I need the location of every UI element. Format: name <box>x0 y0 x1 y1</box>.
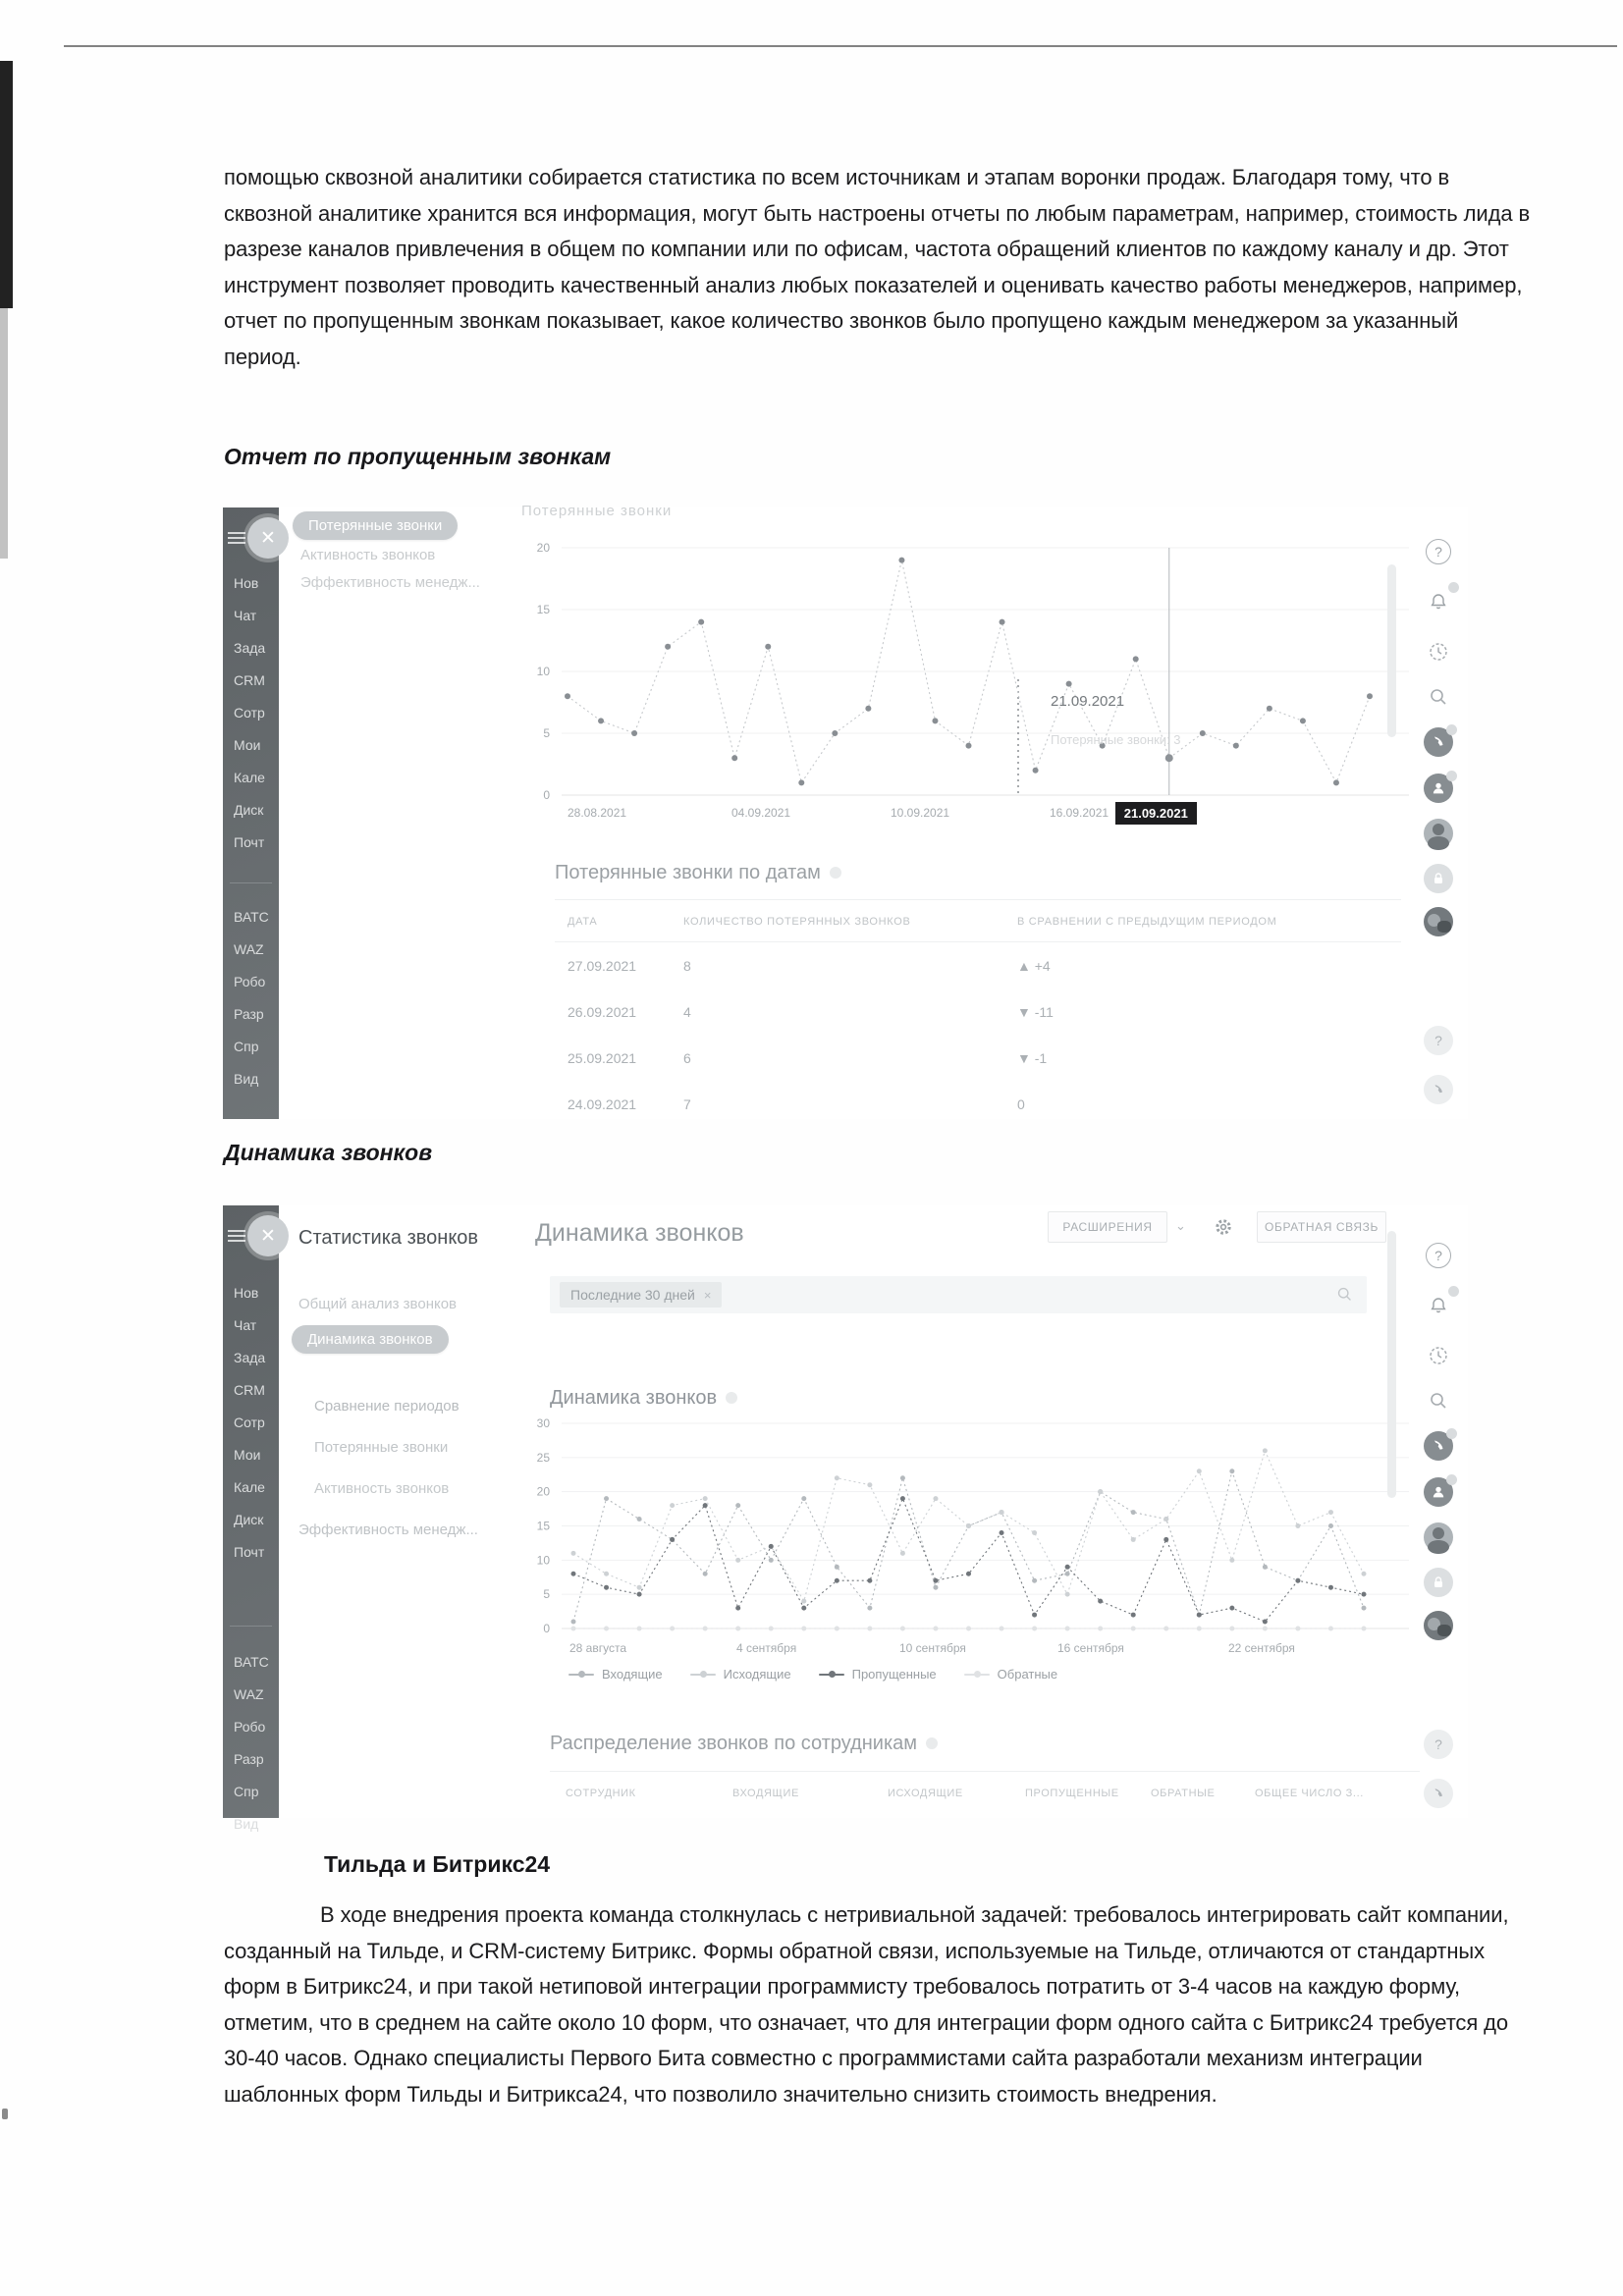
sidebar-item[interactable]: WAZ <box>234 1686 264 1702</box>
app-sidebar <box>223 1205 279 1832</box>
svg-text:10: 10 <box>536 1553 550 1568</box>
col-total: ОБЩЕЕ ЧИСЛО З... <box>1255 1788 1364 1799</box>
x-axis-selected-date-badge: 21.09.2021 <box>1115 802 1197 825</box>
calls-by-employee-table <box>550 1733 1420 1799</box>
chart-legend <box>568 1667 1057 1682</box>
user-avatar-2[interactable] <box>1422 905 1455 938</box>
sidebar-item[interactable]: Чат <box>234 608 257 623</box>
sidebar-menu-top <box>234 1286 265 1559</box>
sidebar-item[interactable]: Кале <box>234 770 265 785</box>
scrollbar[interactable] <box>1387 1231 1396 1498</box>
counter-badge <box>1446 1428 1457 1439</box>
sidebar-menu-bottom <box>234 1655 269 1831</box>
table-row <box>555 988 1401 1035</box>
telephony-icon[interactable] <box>1422 1429 1455 1463</box>
cell-date: 27.09.2021 <box>568 957 637 974</box>
legend-marker <box>568 1674 594 1676</box>
legend-label: Обратные <box>997 1667 1058 1682</box>
nav-item-period-comparison[interactable]: Сравнение периодов <box>314 1398 460 1415</box>
panel-title: Статистика звонков <box>298 1227 479 1249</box>
right-icon-rail <box>1414 535 1465 1109</box>
missed-calls-chart <box>520 530 1414 829</box>
sidebar-menu-bottom <box>234 910 269 1086</box>
nav-item-call-dynamics-active[interactable]: Динамика звонков <box>292 1325 449 1354</box>
user-avatar[interactable] <box>1422 1521 1455 1554</box>
sidebar-item[interactable]: Диск <box>234 802 264 818</box>
scan-edge-artifact-gray <box>0 308 8 559</box>
user-avatar[interactable] <box>1422 817 1455 850</box>
missed-calls-by-date-table <box>555 862 1401 1127</box>
sidebar-close-button[interactable]: ✕ <box>247 1215 289 1256</box>
table-header <box>555 900 1401 941</box>
chart-section-title: Динамика звонков <box>550 1387 737 1410</box>
sidebar-item[interactable]: ВАТС <box>234 909 269 925</box>
telephony-icon[interactable] <box>1422 725 1455 759</box>
sidebar-item[interactable]: Мои <box>234 737 261 753</box>
sidebar-item[interactable]: Нов <box>234 1285 259 1301</box>
nav-item-general-analysis[interactable]: Общий анализ звонков <box>298 1296 458 1312</box>
svg-text:30: 30 <box>536 1416 550 1430</box>
sidebar-item[interactable]: Спр <box>234 1784 259 1799</box>
table-body <box>555 942 1401 1127</box>
svg-text:25: 25 <box>536 1450 550 1465</box>
chart-tooltip-value: Потерянные звонки: 3 <box>1051 732 1181 747</box>
clock-icon[interactable] <box>1422 635 1455 668</box>
cell-count: 7 <box>683 1095 691 1112</box>
svg-text:04.09.2021: 04.09.2021 <box>731 806 791 820</box>
hint-icon <box>726 1392 737 1404</box>
col-employee: СОТРУДНИК <box>566 1788 636 1799</box>
call-dynamics-chart <box>520 1411 1414 1679</box>
svg-text:10.09.2021: 10.09.2021 <box>891 806 950 820</box>
screenshot-missed-calls-report <box>223 503 1468 1119</box>
legend-item[interactable] <box>819 1667 937 1682</box>
report-nav-panel <box>279 507 513 1119</box>
cell-delta: ▼ -11 <box>1017 1003 1054 1020</box>
nav-item-call-activity[interactable]: Активность звонков <box>314 1480 450 1497</box>
sidebar-divider <box>230 882 272 883</box>
cell-date: 26.09.2021 <box>568 1003 637 1020</box>
svg-text:15: 15 <box>536 603 550 616</box>
cell-count: 8 <box>683 957 691 974</box>
sidebar-item[interactable]: Зада <box>234 1350 266 1365</box>
sidebar-item[interactable]: Разр <box>234 1751 264 1767</box>
table-row <box>555 1081 1401 1127</box>
notification-badge <box>1448 1286 1459 1297</box>
sidebar-menu-top <box>234 576 265 849</box>
legend-label: Пропущенные <box>851 1667 937 1682</box>
sidebar-item[interactable]: Спр <box>234 1039 259 1054</box>
app-sidebar <box>223 507 279 1119</box>
col-date: ДАТА <box>568 916 598 928</box>
svg-text:28.08.2021: 28.08.2021 <box>568 806 627 820</box>
help-icon[interactable]: ? <box>1422 535 1455 568</box>
col-callback: ОБРАТНЫЕ <box>1151 1788 1216 1799</box>
phone-widget-icon[interactable] <box>1422 1073 1455 1106</box>
sidebar-item[interactable]: Сотр <box>234 1415 265 1430</box>
filter-chip-last-30-days[interactable] <box>560 1282 722 1308</box>
extensions-button[interactable]: РАСШИРЕНИЯ <box>1048 1211 1167 1243</box>
sidebar-item[interactable]: Нов <box>234 575 259 591</box>
cell-delta: ▼ -1 <box>1017 1049 1048 1066</box>
scan-edge-artifact-dark <box>0 61 13 308</box>
search-icon[interactable] <box>1422 1384 1455 1417</box>
hint-icon <box>926 1737 938 1749</box>
cell-date: 25.09.2021 <box>568 1049 637 1066</box>
scan-speck <box>2 2109 8 2119</box>
support-widget-icon[interactable]: ? <box>1422 1024 1455 1057</box>
svg-text:10 сентября: 10 сентября <box>899 1641 966 1655</box>
menu-burger-icon[interactable] <box>228 529 245 547</box>
sidebar-close-button[interactable]: ✕ <box>247 517 289 559</box>
svg-text:4 сентября: 4 сентября <box>736 1641 797 1655</box>
sidebar-item[interactable]: CRM <box>234 672 265 688</box>
chevron-down-icon[interactable]: ⌄ <box>1175 1218 1186 1233</box>
legend-marker <box>690 1674 716 1676</box>
sidebar-item[interactable]: Зада <box>234 640 266 656</box>
sidebar-item[interactable]: Чат <box>234 1317 257 1333</box>
right-icon-rail <box>1414 1239 1465 1813</box>
cell-count: 6 <box>683 1049 691 1066</box>
table-header <box>550 1772 1420 1799</box>
cell-date: 24.09.2021 <box>568 1095 637 1112</box>
employees-icon[interactable] <box>1422 1475 1455 1509</box>
sidebar-item[interactable]: Робо <box>234 1719 266 1735</box>
legend-marker <box>819 1674 844 1676</box>
paragraph-analytics: помощью сквозной аналитики собирается статистика по всем источникам и этапам воронки продаж. Благодаря тому, что в сквозной аналитике хранится вся информация, могут быть настроены отчеты по любым параметрам, например, стоимость лида в разрезе каналов привлечения в общем по компании или по офисам, частота обращений клиентов по каждому каналу и др. Этот инструмент позволяет проводить качественный анализ любых показателей и оценивать качество работы менеджеров, например, отчет по пропущенным звонкам показывает, какое количество звонков было пропущено каждым менеджером за указанный период. <box>224 165 1531 369</box>
sidebar-item[interactable]: Диск <box>234 1512 264 1527</box>
col-incoming: ВХОДЯЩИЕ <box>732 1788 799 1799</box>
table-row <box>555 942 1401 988</box>
svg-text:5: 5 <box>543 1587 550 1602</box>
sidebar-item[interactable]: WAZ <box>234 941 264 957</box>
notifications-bell-icon[interactable] <box>1422 585 1455 618</box>
svg-text:10: 10 <box>536 665 550 678</box>
scan-top-rule <box>64 45 1617 47</box>
sidebar-item[interactable]: Вид <box>234 1816 259 1832</box>
table-section-title: Распределение звонков по сотрудникам <box>550 1733 1420 1755</box>
svg-text:22 сентября: 22 сентября <box>1228 1641 1295 1655</box>
heading-tilda-bitrix24: Тильда и Битрикс24 <box>324 1851 551 1877</box>
lock-icon[interactable] <box>1422 862 1455 895</box>
clock-icon[interactable] <box>1422 1339 1455 1372</box>
table-row <box>555 1035 1401 1081</box>
legend-label: Входящие <box>602 1667 663 1682</box>
scrollbar[interactable] <box>1387 564 1396 737</box>
search-icon[interactable] <box>1336 1286 1353 1308</box>
employees-icon[interactable] <box>1422 772 1455 805</box>
svg-text:16.09.2021: 16.09.2021 <box>1050 806 1109 820</box>
paragraph-tilda-integration: В ходе внедрения проекта команда столкнулась с нетривиальной задачей: требовалось интегрировать сайт компании, созданный на Тильде, и CRM-систему Битрикс. Формы обратной связи, используемые на Тильде, отличаются от стандартных форм в Битрикс24, и при такой нетиповой интеграции программисту требовалось потратить от 3-4 часов на каждую форму, отметим, что в среднем на сайте около 10 форм, что означает, что для интеграции форм одного сайта с Битрикс24 требуется до 30-40 часов. Однако специалисты Первого Бита совместно с программистами сайта разработали механизм интеграции шаблонных форм Тильды и Битрикса24, что позволило значительно снизить стоимость внедрения. <box>224 1902 1509 2107</box>
svg-text:0: 0 <box>543 788 550 802</box>
notification-badge <box>1448 582 1459 593</box>
notifications-bell-icon[interactable] <box>1422 1289 1455 1322</box>
call-statistics-panel <box>279 1205 513 1818</box>
help-icon[interactable]: ? <box>1422 1239 1455 1272</box>
chart-title-clipped: Потерянные звонки <box>521 503 673 519</box>
nav-item-call-activity[interactable]: Активность звонков <box>300 547 436 563</box>
table-section-title: Потерянные звонки по датам <box>555 862 1401 884</box>
counter-badge <box>1446 724 1457 735</box>
nav-item-lost-calls-active[interactable]: Потерянные звонки <box>293 511 458 540</box>
legend-label: Исходящие <box>723 1667 791 1682</box>
svg-text:0: 0 <box>543 1622 550 1635</box>
filter-chip-label: Последние 30 дней <box>570 1287 695 1303</box>
cell-delta: 0 <box>1017 1095 1025 1112</box>
cell-delta: ▲ +4 <box>1017 957 1051 974</box>
svg-text:15: 15 <box>536 1519 550 1533</box>
sidebar-item[interactable]: Кале <box>234 1479 265 1495</box>
phone-widget-icon[interactable] <box>1422 1777 1455 1810</box>
nav-item-lost-calls[interactable]: Потерянные звонки <box>314 1439 449 1456</box>
col-lost-count: КОЛИЧЕСТВО ПОТЕРЯННЫХ ЗВОНКОВ <box>683 916 911 928</box>
chart-tooltip-date: 21.09.2021 <box>1051 693 1125 710</box>
sidebar-item[interactable]: Вид <box>234 1071 259 1087</box>
cell-count: 4 <box>683 1003 691 1020</box>
sidebar-item[interactable]: CRM <box>234 1382 265 1398</box>
period-filter-field[interactable] <box>550 1276 1367 1313</box>
user-avatar-2[interactable] <box>1422 1609 1455 1642</box>
heading-call-dynamics: Динамика звонков <box>224 1140 433 1165</box>
col-missed: ПРОПУЩЕННЫЕ <box>1025 1788 1119 1799</box>
legend-item[interactable] <box>568 1667 663 1682</box>
lock-icon[interactable] <box>1422 1566 1455 1599</box>
svg-text:5: 5 <box>543 726 550 740</box>
legend-item[interactable] <box>690 1667 791 1682</box>
col-outgoing: ИСХОДЯЩИЕ <box>888 1788 963 1799</box>
sidebar-item[interactable]: Мои <box>234 1447 261 1463</box>
legend-item[interactable] <box>964 1667 1057 1682</box>
sidebar-divider <box>230 1626 272 1627</box>
feedback-button[interactable]: ОБРАТНАЯ СВЯЗЬ <box>1257 1211 1386 1243</box>
col-vs-previous: В СРАВНЕНИИ С ПРЕДЫДУЩИМ ПЕРИОДОМ <box>1017 916 1277 928</box>
page-title: Динамика звонков <box>535 1219 744 1247</box>
sidebar-item[interactable]: Почт <box>234 1544 265 1560</box>
counter-badge <box>1446 1474 1457 1485</box>
sidebar-item[interactable]: Сотр <box>234 705 265 721</box>
menu-burger-icon[interactable] <box>228 1227 245 1245</box>
sidebar-item[interactable]: ВАТС <box>234 1654 269 1670</box>
gear-icon[interactable] <box>1211 1214 1236 1240</box>
sidebar-item[interactable]: Почт <box>234 834 265 850</box>
nav-item-manager-efficiency[interactable]: Эффективность менедж... <box>300 574 480 591</box>
legend-marker <box>964 1674 990 1676</box>
counter-badge <box>1446 771 1457 781</box>
svg-text:20: 20 <box>536 541 550 555</box>
search-icon[interactable] <box>1422 680 1455 714</box>
svg-text:28 августа: 28 августа <box>569 1641 627 1655</box>
sidebar-item[interactable]: Робо <box>234 974 266 989</box>
support-widget-icon[interactable]: ? <box>1422 1728 1455 1761</box>
nav-item-manager-efficiency[interactable]: Эффективность менедж... <box>298 1522 478 1538</box>
svg-text:20: 20 <box>536 1484 550 1499</box>
sidebar-item[interactable]: Разр <box>234 1006 264 1022</box>
chip-close-icon[interactable]: × <box>703 1287 712 1303</box>
screenshot-call-dynamics <box>223 1205 1468 1832</box>
hint-icon <box>830 867 841 879</box>
heading-missed-calls-report: Отчет по пропущенным звонкам <box>224 444 612 469</box>
svg-text:16 сентября: 16 сентября <box>1057 1641 1124 1655</box>
